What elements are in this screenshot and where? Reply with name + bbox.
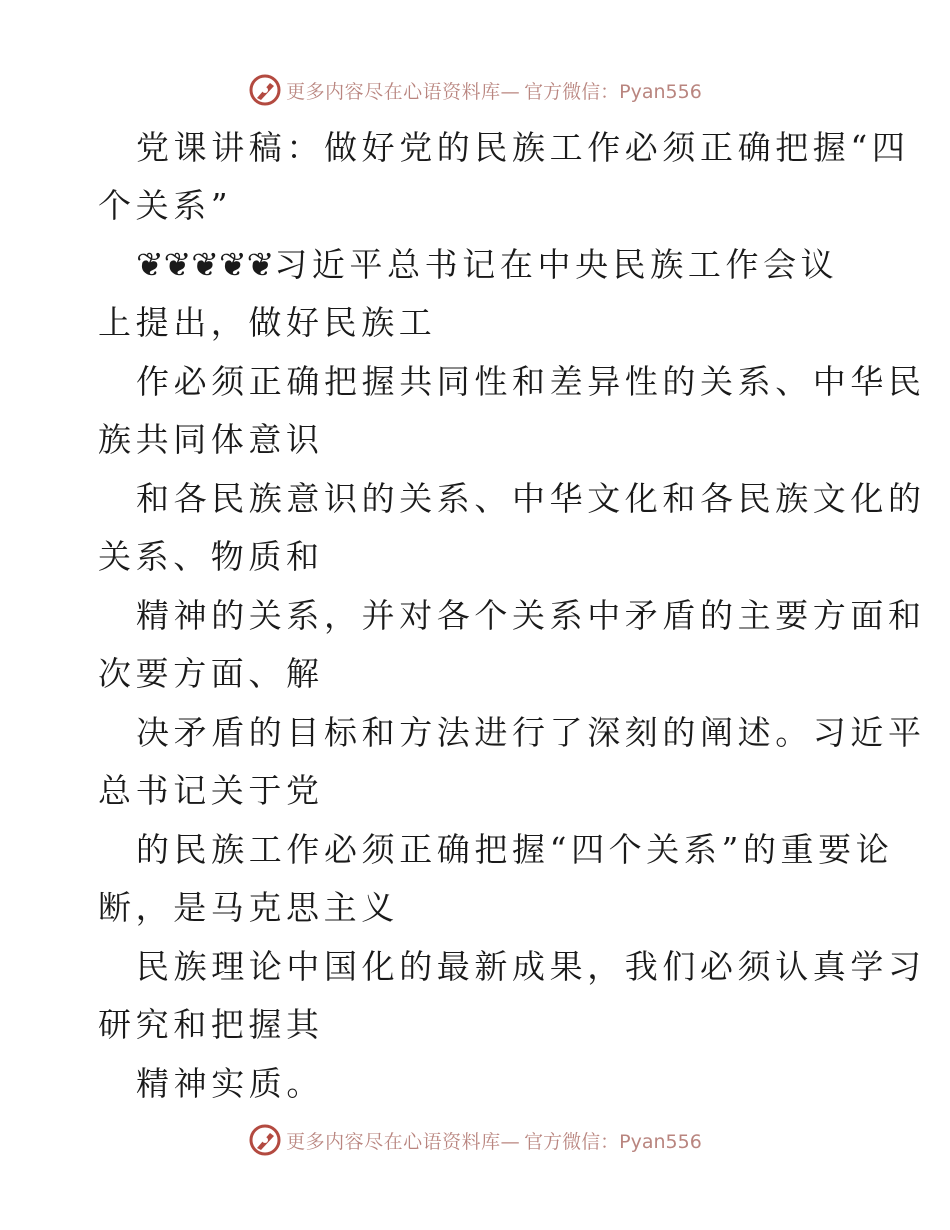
paragraph-line: 的民族工作必须正确把握“四个关系”的重要论 [136, 830, 894, 869]
title-line: 个关系” [98, 186, 233, 225]
paragraph-line: 和各民族意识的关系、中华文化和各民族文化的 [136, 479, 926, 518]
paragraph-line: 总书记关于党 [98, 771, 324, 810]
paragraph-line: 上提出，做好民族工 [98, 303, 437, 342]
watermark-wechat: 官方微信：Pyan556 [524, 1130, 702, 1153]
paragraph-line: 族共同体意识 [98, 420, 324, 459]
paragraph-line: 断，是马克思主义 [98, 888, 399, 927]
paragraph-text: 习近平总书记在中央民族工作会议 [274, 245, 839, 284]
watermark-text: 更多内容尽在心语资料库— [286, 1130, 521, 1153]
paragraph-line: 决矛盾的目标和方法进行了深刻的阐述。习近平 [136, 713, 926, 752]
footer-watermark [0, 1120, 950, 1160]
paragraph-line: 作必须正确把握共同性和差异性的关系、中华民 [136, 362, 926, 401]
pen-logo-icon [248, 73, 282, 107]
paragraph-line: 精神实质。 [136, 1064, 324, 1103]
paragraph-line: 民族理论中国化的最新成果，我们必须认真学习 [136, 947, 926, 986]
paragraph-line: 研究和把握其 [98, 1005, 324, 1044]
paragraph-line [136, 245, 838, 285]
watermark-text: 更多内容尽在心语资料库— [286, 80, 521, 103]
paragraph-line: 关系、物质和 [98, 537, 324, 576]
watermark-wechat: 官方微信：Pyan556 [524, 80, 702, 103]
pen-logo-icon [248, 1123, 282, 1157]
paragraph-line: 次要方面、解 [98, 654, 324, 693]
title-line: 党课讲稿：做好党的民族工作必须正确把握“四 [136, 128, 910, 167]
paragraph-line: 精神的关系，并对各个关系中矛盾的主要方面和 [136, 596, 926, 635]
header-watermark [0, 70, 950, 110]
floral-ornament-icon: ❦❦❦❦❦ [136, 245, 275, 284]
